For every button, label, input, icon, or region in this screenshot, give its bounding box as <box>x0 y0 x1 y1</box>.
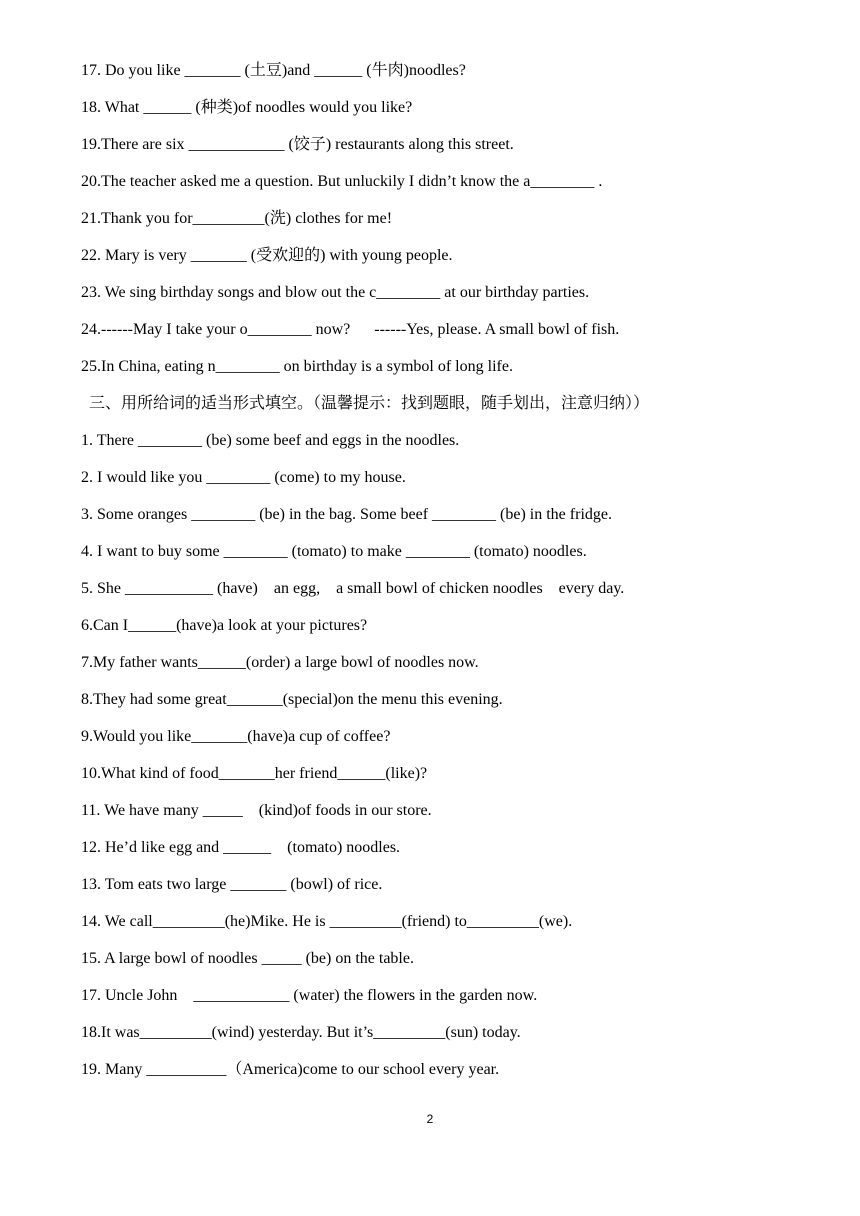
exercise-line-s3-13: 13. Tom eats two large _______ (bowl) of rice. <box>81 876 383 893</box>
exercise-line-s3-6: 6.Can I______(have)a look at your pictures? <box>81 617 368 634</box>
exercise-line-23: 23. We sing birthday songs and blow out the c________ at our birthday parties. <box>81 284 590 301</box>
exercise-line-s3-14: 14. We call_________(he)Mike. He is _________(friend) to_________(we). <box>81 913 573 930</box>
exercise-line-s3-19: 19. Many __________（America)come to our school every year. <box>81 1061 500 1078</box>
exercise-line-s3-9: 9.Would you like_______(have)a cup of coffee? <box>81 728 391 745</box>
exercise-lines <box>81 59 841 1095</box>
exercise-line-s3-5: 5. She ___________ (have) an egg, a small bowl of chicken noodles every day. <box>81 580 625 597</box>
exercise-line-s3-3: 3. Some oranges ________ (be) in the bag. Some beef ________ (be) in the fridge. <box>81 506 612 523</box>
page-number: 2 <box>426 1112 434 1126</box>
exercise-line-s3-8: 8.They had some great_______(special)on the menu this evening. <box>81 691 503 708</box>
exercise-line-22: 22. Mary is very _______ (受欢迎的) with young people. <box>81 247 453 264</box>
exercise-line-25: 25.In China, eating n________ on birthday is a symbol of long life. <box>81 358 513 375</box>
exercise-line-s3-17: 17. Uncle John ____________ (water) the flowers in the garden now. <box>81 987 538 1004</box>
exercise-line-24: 24.------May I take your o________ now? ------Yes, please. A small bowl of fish. <box>81 321 620 338</box>
exercise-line-20: 20.The teacher asked me a question. But unluckily I didn’t know the a________ . <box>81 173 603 190</box>
exercise-line-s3-15: 15. A large bowl of noodles _____ (be) on the table. <box>81 950 414 967</box>
exercise-line-18a: 18. What ______ (种类)of noodles would you like? <box>81 99 413 116</box>
exercise-line-17a: 17. Do you like _______ (土豆)and ______ (牛肉)noodles? <box>81 62 466 79</box>
exercise-line-s3-11: 11. We have many _____ (kind)of foods in our store. <box>81 802 432 819</box>
exercise-line-s3-4: 4. I want to buy some ________ (tomato) to make ________ (tomato) noodles. <box>81 543 587 560</box>
exercise-line-s3-18: 18.It was_________(wind) yesterday. But it’s_________(sun) today. <box>81 1024 521 1041</box>
exercise-line-21: 21.Thank you for_________(洗) clothes for me! <box>81 210 393 227</box>
exercise-line-s3-2: 2. I would like you ________ (come) to my house. <box>81 469 406 486</box>
exercise-line-s3-10: 10.What kind of food_______her friend______(like)? <box>81 765 428 782</box>
exercise-line-s3-12: 12. He’d like egg and ______ (tomato) noodles. <box>81 839 401 856</box>
exercise-line-s3-1: 1. There ________ (be) some beef and eggs in the noodles. <box>81 432 460 449</box>
exercise-line-19a: 19.There are six ____________ (饺子) restaurants along this street. <box>81 136 514 153</box>
section-heading: 三、用所给词的适当形式填空。（温馨提示：找到题眼，随手划出，注意归纳）） <box>89 395 650 412</box>
exercise-line-s3-7: 7.My father wants______(order) a large bowl of noodles now. <box>81 654 479 671</box>
